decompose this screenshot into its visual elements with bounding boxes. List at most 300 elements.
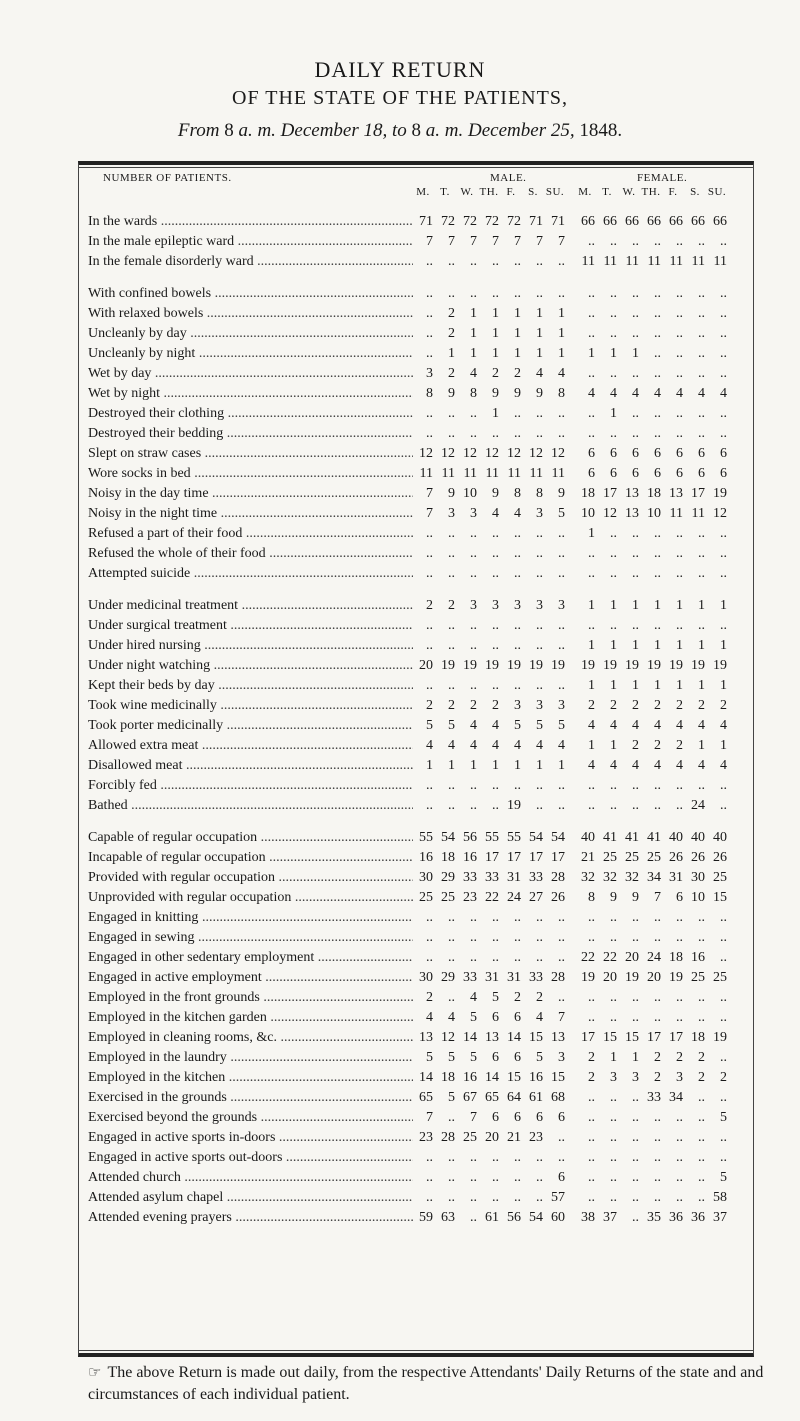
female-count-cell: .. <box>610 1190 617 1205</box>
male-count-cell: 5 <box>558 718 565 733</box>
male-count-cell: 17 <box>485 850 499 865</box>
female-count-cell: 19 <box>581 970 595 985</box>
female-count-cell: .. <box>610 526 617 541</box>
table-row <box>88 252 758 272</box>
male-count-cell: 15 <box>507 1070 521 1085</box>
male-count-cell: 1 <box>558 326 565 341</box>
female-count-cell: 20 <box>625 950 639 965</box>
start-hour: 8 <box>224 120 234 141</box>
female-count-cell: .. <box>654 406 661 421</box>
female-count-cell: .. <box>654 326 661 341</box>
female-count-cell: .. <box>588 566 595 581</box>
male-count-cell: .. <box>558 678 565 693</box>
row-label: Destroyed their bedding ..... <box>88 424 413 444</box>
male-count-cell: .. <box>514 638 521 653</box>
female-count-cell: 1 <box>588 598 595 613</box>
female-count-cell: .. <box>698 306 705 321</box>
table-row <box>88 232 758 252</box>
table-row <box>88 1128 758 1148</box>
male-count-cell: 3 <box>514 698 521 713</box>
table-row <box>88 736 758 756</box>
male-count-cell: 31 <box>507 970 521 985</box>
female-count-cell: .. <box>698 546 705 561</box>
column-header-female: FEMALE. <box>637 172 688 184</box>
male-count-cell: .. <box>514 950 521 965</box>
female-count-cell: 6 <box>698 466 705 481</box>
row-label: Under surgical treatment ..... <box>88 616 413 636</box>
male-count-cell: .. <box>492 286 499 301</box>
male-count-cell: .. <box>558 930 565 945</box>
male-count-cell: 27 <box>529 890 543 905</box>
female-count-cell: 1 <box>610 598 617 613</box>
male-count-cell: .. <box>448 526 455 541</box>
male-count-cell: 1 <box>514 346 521 361</box>
row-label: Employed in the front grounds ..... <box>88 988 413 1008</box>
male-count-cell: .. <box>426 346 433 361</box>
row-label: Employed in the kitchen garden ..... <box>88 1008 413 1028</box>
female-count-cell: 20 <box>603 970 617 985</box>
female-count-cell: 2 <box>720 1070 727 1085</box>
female-count-cell: 2 <box>676 1050 683 1065</box>
male-count-cell: 7 <box>470 234 477 249</box>
male-count-cell: .. <box>536 254 543 269</box>
table-row <box>88 1108 758 1128</box>
male-count-cell: .. <box>426 426 433 441</box>
male-count-cell: .. <box>514 678 521 693</box>
male-count-cell: .. <box>426 546 433 561</box>
male-count-cell: .. <box>448 426 455 441</box>
female-count-cell: 21 <box>581 850 595 865</box>
female-count-cell: .. <box>698 1010 705 1025</box>
female-count-cell: .. <box>654 1110 661 1125</box>
female-count-cell: 66 <box>581 214 595 229</box>
table-row <box>88 404 758 424</box>
male-count-cell: .. <box>426 950 433 965</box>
female-count-cell: 6 <box>676 446 683 461</box>
female-count-cell: .. <box>720 526 727 541</box>
female-count-cell: 32 <box>603 870 617 885</box>
male-count-cell: 7 <box>492 234 499 249</box>
male-count-cell: 54 <box>551 830 565 845</box>
male-count-cell: 6 <box>536 1110 543 1125</box>
table-row <box>88 596 758 616</box>
male-count-cell: 1 <box>492 406 499 421</box>
female-count-cell: 2 <box>632 738 639 753</box>
male-count-cell: 4 <box>514 738 521 753</box>
male-count-cell: .. <box>536 526 543 541</box>
female-count-cell: 25 <box>603 850 617 865</box>
male-count-cell: 9 <box>536 386 543 401</box>
male-count-cell: .. <box>448 618 455 633</box>
male-count-cell: 19 <box>441 658 455 673</box>
end-date: December 25, <box>468 120 575 141</box>
female-count-cell: .. <box>720 618 727 633</box>
row-label: Took wine medicinally ..... <box>88 696 413 716</box>
male-count-cell: 2 <box>448 306 455 321</box>
female-count-cell: .. <box>632 778 639 793</box>
female-count-cell: 1 <box>676 598 683 613</box>
male-count-cell: 10 <box>463 486 477 501</box>
female-count-cell: .. <box>610 618 617 633</box>
female-count-cell: .. <box>632 566 639 581</box>
female-count-cell: 37 <box>713 1210 727 1225</box>
female-count-cell: 25 <box>625 850 639 865</box>
male-count-cell: .. <box>536 778 543 793</box>
female-count-cell: .. <box>610 778 617 793</box>
female-count-cell: .. <box>676 286 683 301</box>
female-count-cell: 58 <box>713 1190 727 1205</box>
female-count-cell: 6 <box>588 446 595 461</box>
table-row <box>88 988 758 1008</box>
male-count-cell: 12 <box>441 1030 455 1045</box>
table-row <box>88 656 758 676</box>
female-count-cell: 36 <box>669 1210 683 1225</box>
male-count-cell: .. <box>514 546 521 561</box>
start-date: December 18, <box>280 120 388 141</box>
male-count-cell: 4 <box>558 738 565 753</box>
female-count-cell: .. <box>610 566 617 581</box>
table-row <box>88 1068 758 1088</box>
female-day-header: S. <box>690 186 700 198</box>
female-count-cell: 4 <box>610 758 617 773</box>
male-count-cell: 7 <box>536 234 543 249</box>
male-count-cell: 4 <box>426 1010 433 1025</box>
male-count-cell: .. <box>536 426 543 441</box>
male-count-cell: 6 <box>492 1010 499 1025</box>
table-row <box>88 776 758 796</box>
female-count-cell: .. <box>632 286 639 301</box>
male-count-cell: .. <box>470 526 477 541</box>
male-count-cell: .. <box>448 910 455 925</box>
female-count-cell: 2 <box>654 1070 661 1085</box>
male-count-cell: .. <box>448 990 455 1005</box>
female-count-cell: 4 <box>654 386 661 401</box>
female-count-cell: .. <box>698 406 705 421</box>
male-count-cell: 19 <box>529 658 543 673</box>
pointing-hand-icon: ☞ <box>88 1365 102 1381</box>
male-count-cell: .. <box>470 930 477 945</box>
male-count-cell: 16 <box>463 850 477 865</box>
male-count-cell: 3 <box>536 506 543 521</box>
female-count-cell: .. <box>654 346 661 361</box>
female-count-cell: .. <box>632 546 639 561</box>
male-count-cell: 4 <box>492 738 499 753</box>
row-label: Employed in the laundry ..... <box>88 1048 413 1068</box>
row-label: Uncleanly by night ..... <box>88 344 413 364</box>
row-label: Engaged in knitting ..... <box>88 908 413 928</box>
row-label: Wore socks in bed ..... <box>88 464 413 484</box>
male-count-cell: 61 <box>485 1210 499 1225</box>
male-count-cell: 8 <box>426 386 433 401</box>
female-count-cell: 1 <box>588 526 595 541</box>
male-count-cell: 11 <box>507 466 521 481</box>
male-count-cell: 5 <box>448 1050 455 1065</box>
male-count-cell: .. <box>470 618 477 633</box>
female-count-cell: 16 <box>691 950 705 965</box>
male-count-cell: 14 <box>507 1030 521 1045</box>
male-count-cell: 64 <box>507 1090 521 1105</box>
male-day-header: TH. <box>479 186 499 198</box>
male-count-cell: 2 <box>492 698 499 713</box>
female-count-cell: 19 <box>625 658 639 673</box>
male-count-cell: 1 <box>470 326 477 341</box>
female-count-cell: .. <box>698 618 705 633</box>
female-count-cell: 9 <box>632 890 639 905</box>
row-label: Wet by night ..... <box>88 384 413 404</box>
female-count-cell: .. <box>632 1110 639 1125</box>
female-count-cell: 11 <box>713 254 727 269</box>
female-count-cell: .. <box>632 366 639 381</box>
female-count-cell: 25 <box>713 870 727 885</box>
table-row <box>88 212 758 232</box>
male-count-cell: 5 <box>448 718 455 733</box>
male-count-cell: 7 <box>448 234 455 249</box>
male-count-cell: .. <box>558 638 565 653</box>
female-count-cell: .. <box>698 990 705 1005</box>
female-count-cell: .. <box>720 1010 727 1025</box>
male-count-cell: .. <box>514 254 521 269</box>
female-count-cell: 3 <box>632 1070 639 1085</box>
female-count-cell: 6 <box>632 446 639 461</box>
male-count-cell: .. <box>492 950 499 965</box>
male-count-cell: .. <box>536 678 543 693</box>
row-label: Attended asylum chapel ..... <box>88 1188 413 1208</box>
row-label: Under hired nursing ..... <box>88 636 413 656</box>
male-count-cell: .. <box>558 798 565 813</box>
column-header-number: NUMBER OF PATIENTS. <box>103 172 232 184</box>
table-row <box>88 1028 758 1048</box>
female-count-cell: .. <box>698 234 705 249</box>
male-count-cell: .. <box>426 526 433 541</box>
female-count-cell: .. <box>610 1010 617 1025</box>
female-count-cell: 1 <box>588 678 595 693</box>
table-row <box>88 484 758 504</box>
male-count-cell: 28 <box>551 870 565 885</box>
row-label: Engaged in active sports out-doors ..... <box>88 1148 413 1168</box>
male-count-cell: 4 <box>448 738 455 753</box>
female-count-cell: .. <box>588 990 595 1005</box>
male-count-cell: .. <box>514 930 521 945</box>
male-count-cell: 2 <box>448 598 455 613</box>
table-row <box>88 1208 758 1228</box>
female-count-cell: 11 <box>669 254 683 269</box>
male-count-cell: 1 <box>492 326 499 341</box>
male-count-cell: .. <box>470 286 477 301</box>
male-count-cell: 2 <box>536 990 543 1005</box>
male-count-cell: .. <box>492 778 499 793</box>
male-count-cell: 5 <box>536 718 543 733</box>
male-count-cell: 24 <box>507 890 521 905</box>
female-count-cell: 13 <box>669 486 683 501</box>
male-count-cell: .. <box>470 910 477 925</box>
female-count-cell: .. <box>588 618 595 633</box>
start-ampm: a. m. <box>238 120 276 141</box>
female-count-cell: 6 <box>698 446 705 461</box>
female-count-cell: 5 <box>720 1170 727 1185</box>
female-count-cell: .. <box>698 1170 705 1185</box>
page-title: DAILY RETURN <box>314 57 486 82</box>
female-count-cell: .. <box>610 1090 617 1105</box>
male-count-cell: .. <box>448 678 455 693</box>
table-row <box>88 828 758 848</box>
female-count-cell: .. <box>610 546 617 561</box>
male-count-cell: .. <box>426 286 433 301</box>
female-day-header: SU. <box>707 186 727 198</box>
female-count-cell: 19 <box>669 658 683 673</box>
row-label: Slept on straw cases ..... <box>88 444 413 464</box>
female-count-cell: .. <box>720 1050 727 1065</box>
female-count-cell: 34 <box>647 870 661 885</box>
male-count-cell: 33 <box>463 970 477 985</box>
table-row <box>88 968 758 988</box>
male-count-cell: 7 <box>470 1110 477 1125</box>
row-label: Engaged in sewing ..... <box>88 928 413 948</box>
male-count-cell: .. <box>448 1150 455 1165</box>
female-count-cell: .. <box>632 306 639 321</box>
female-count-cell: 66 <box>713 214 727 229</box>
female-count-cell: 1 <box>632 638 639 653</box>
row-label: Exercised beyond the grounds ..... <box>88 1108 413 1128</box>
table-row <box>88 424 758 444</box>
male-count-cell: .. <box>470 1190 477 1205</box>
male-count-cell: 3 <box>536 598 543 613</box>
male-count-cell: .. <box>426 306 433 321</box>
male-count-cell: 72 <box>441 214 455 229</box>
female-count-cell: 2 <box>588 698 595 713</box>
female-day-header: TH. <box>641 186 661 198</box>
male-count-cell: 63 <box>441 1210 455 1225</box>
female-count-cell: 26 <box>669 850 683 865</box>
female-count-cell: 19 <box>669 970 683 985</box>
table-row <box>88 756 758 776</box>
male-count-cell: .. <box>426 930 433 945</box>
female-count-cell: 4 <box>632 758 639 773</box>
female-count-cell: 19 <box>603 658 617 673</box>
row-label: Attended evening prayers ..... <box>88 1208 413 1228</box>
female-count-cell: 1 <box>654 678 661 693</box>
table-row <box>88 908 758 928</box>
female-count-cell: 19 <box>691 658 705 673</box>
table-row <box>88 616 758 636</box>
male-count-cell: 67 <box>463 1090 477 1105</box>
female-count-cell: 2 <box>698 698 705 713</box>
female-count-cell: 17 <box>669 1030 683 1045</box>
male-count-cell: 2 <box>426 990 433 1005</box>
female-count-cell: 33 <box>647 1090 661 1105</box>
male-count-cell: 15 <box>529 1030 543 1045</box>
male-count-cell: .. <box>514 778 521 793</box>
female-count-cell: .. <box>676 798 683 813</box>
female-count-cell: .. <box>654 798 661 813</box>
male-count-cell: .. <box>448 778 455 793</box>
male-count-cell: .. <box>448 1170 455 1185</box>
female-count-cell: 6 <box>610 446 617 461</box>
male-count-cell: .. <box>492 930 499 945</box>
male-count-cell: 4 <box>448 1010 455 1025</box>
row-label: With confined bowels ..... <box>88 284 413 304</box>
female-count-cell: .. <box>720 930 727 945</box>
female-count-cell: .. <box>720 366 727 381</box>
female-count-cell: 18 <box>669 950 683 965</box>
male-count-cell: 1 <box>492 758 499 773</box>
male-count-cell: 14 <box>419 1070 433 1085</box>
male-count-cell: 1 <box>536 758 543 773</box>
male-count-cell: 1 <box>470 758 477 773</box>
end-ampm: a. m. <box>425 120 464 141</box>
male-count-cell: 3 <box>492 598 499 613</box>
male-count-cell: 3 <box>558 1050 565 1065</box>
female-count-cell: .. <box>654 910 661 925</box>
female-count-cell: .. <box>632 1170 639 1185</box>
row-label: Exercised in the grounds ..... <box>88 1088 413 1108</box>
female-count-cell: 9 <box>610 890 617 905</box>
male-count-cell: 1 <box>514 758 521 773</box>
male-count-cell: .. <box>492 638 499 653</box>
female-count-cell: .. <box>676 546 683 561</box>
male-count-cell: .. <box>536 930 543 945</box>
female-count-cell: .. <box>654 426 661 441</box>
female-count-cell: .. <box>720 1130 727 1145</box>
female-count-cell: 66 <box>691 214 705 229</box>
female-count-cell: 19 <box>625 970 639 985</box>
female-count-cell: 4 <box>676 758 683 773</box>
male-count-cell: 1 <box>536 306 543 321</box>
male-count-cell: 5 <box>492 990 499 1005</box>
female-count-cell: .. <box>720 566 727 581</box>
female-count-cell: .. <box>676 1170 683 1185</box>
male-count-cell: .. <box>514 1150 521 1165</box>
male-count-cell: 16 <box>463 1070 477 1085</box>
male-count-cell: .. <box>558 950 565 965</box>
female-count-cell: .. <box>720 426 727 441</box>
female-count-cell: .. <box>588 910 595 925</box>
table-row <box>88 716 758 736</box>
female-count-cell: .. <box>588 930 595 945</box>
female-count-cell: 32 <box>625 870 639 885</box>
male-count-cell: 3 <box>558 698 565 713</box>
male-count-cell: .. <box>448 406 455 421</box>
table-row <box>88 504 758 524</box>
female-count-cell: .. <box>632 1150 639 1165</box>
male-count-cell: .. <box>514 910 521 925</box>
male-count-cell: .. <box>426 798 433 813</box>
male-count-cell: 2 <box>514 366 521 381</box>
male-count-cell: 31 <box>485 970 499 985</box>
male-count-cell: .. <box>426 778 433 793</box>
female-count-cell: 30 <box>691 870 705 885</box>
male-count-cell: 11 <box>551 466 565 481</box>
male-count-cell: 5 <box>470 1050 477 1065</box>
female-count-cell: .. <box>676 1110 683 1125</box>
male-count-cell: 17 <box>507 850 521 865</box>
male-count-cell: .. <box>448 798 455 813</box>
female-count-cell: .. <box>632 990 639 1005</box>
male-count-cell: 3 <box>448 506 455 521</box>
page-subtitle: OF THE STATE OF THE PATIENTS, <box>232 87 568 109</box>
male-count-cell: .. <box>448 1110 455 1125</box>
row-label: Attended church ..... <box>88 1168 413 1188</box>
female-count-cell: 19 <box>713 658 727 673</box>
female-count-cell: .. <box>610 910 617 925</box>
male-count-cell: 55 <box>419 830 433 845</box>
male-count-cell: .. <box>514 406 521 421</box>
male-count-cell: 4 <box>426 738 433 753</box>
female-count-cell: 2 <box>720 698 727 713</box>
female-count-cell: 18 <box>581 486 595 501</box>
female-count-cell: .. <box>632 1210 639 1225</box>
row-label: Provided with regular occupation ..... <box>88 868 413 888</box>
female-count-cell: 11 <box>625 254 639 269</box>
